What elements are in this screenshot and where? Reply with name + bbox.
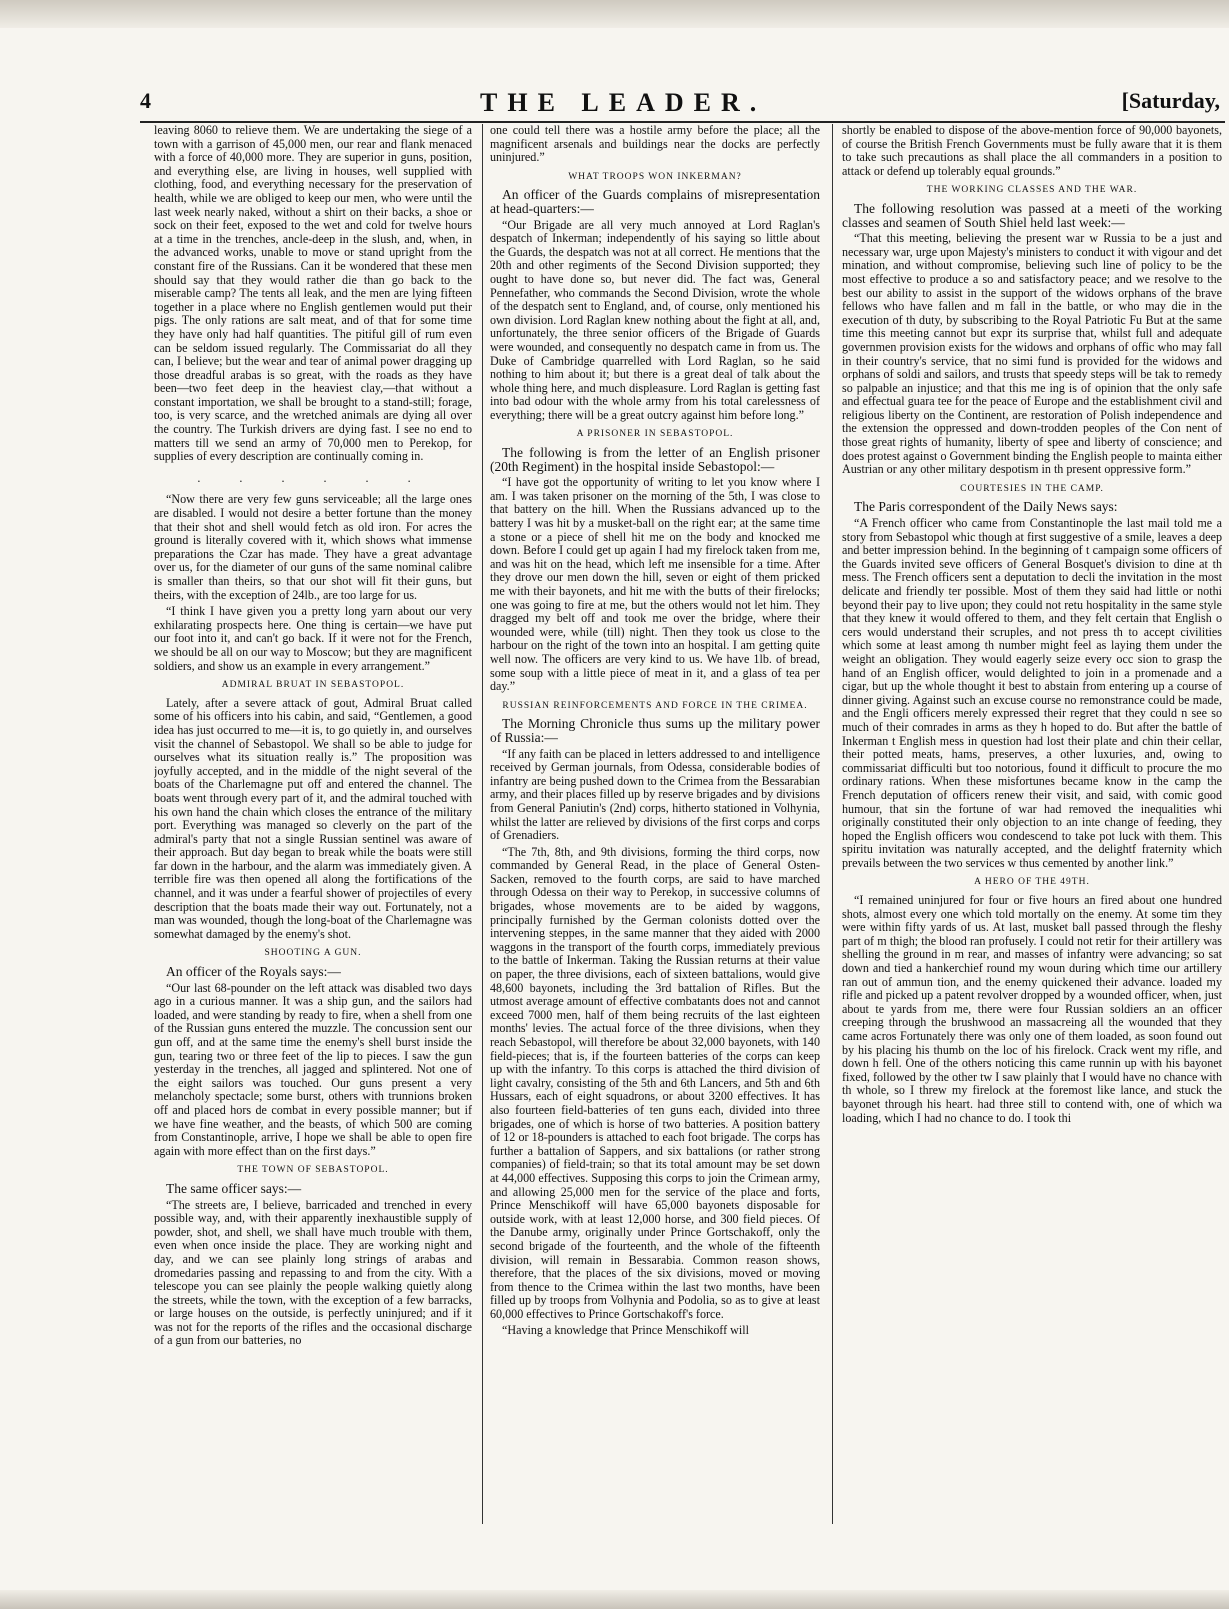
scan-bottom-edge: [0, 1590, 1229, 1609]
masthead-rule: [140, 121, 1225, 123]
column-divider: [832, 124, 833, 1524]
paragraph: “I remained uninjured for four or five hours an fired about one hundred shots, almost every one which told mortally on the enemy. At some tim they were within fifty yards of us. At last, musket ball passed through the fleshy part of m thigh; the blood ran profusely. I could not retir for their artillery was shelling the ground in m rear, and masses of infantry were advancing; so sat down and tied a hankerchief round my woun during which time our artillery ran out of ammun tion, and the enemy quickened their advance. loaded my rifle and picked up a patent revolver dropped by a wounded officer, when, just about te yards from me, there were four Russian soldiers an an officer creeping through the brushwood an massacreing all the wounded that they came acros Fortunately there was only one of them loaded, as soon found out by his placing his thumb on the loc of his firelock. Crack went my rifle, and down h fell. One of the others noticing this came runnin up with his bayonet fixed, followed by the other tw I saw plainly that I would have no chance with th whole, so I threw my firelock at the foremost like lance, and stuck the bayonet through his heart. had three still to contend with, one of which wa loading, which I had no chance to do. I took thi: [842, 893, 1222, 1125]
paragraph: “I think I have given you a pretty long yarn about our very exhilarating prospects here. One thing is certain—we have put our foot into it, and can't go back. If it were not for the French, we should be all on our way to Moscow; but they are magnificent soldiers, and show us an example in every arrangement.”: [154, 604, 472, 673]
newspaper-title: THE LEADER.: [480, 88, 767, 117]
lead-line: The same officer says:—: [166, 1180, 302, 1196]
section-heading: WHAT TROOPS WON INKERMAN?: [568, 171, 742, 182]
column-divider: [482, 124, 483, 1524]
page-number: 4: [140, 88, 151, 113]
paragraph: “Our Brigade are all very much annoyed at Lord Raglan's despatch of Inkerman; independently of his saying so little about the Guards, the despatch was not at all correct. He mentions that the 20th and other regiments of the Second Division supported; they ought to have done so, but never did. The fact was, General Pennefather, who commands the Second Division, wrote the whole of the despatch sent to England, and, of course, only mentioned his own division. Lord Raglan knew nothing about the fight at all, and, unfortunately, the three senior officers of the Brigade of Guards were wounded, and consequently no despatch came in from us. The Duke of Cambridge quarrelled with Lord Raglan, so he said nothing to him about it; but there is a great deal of talk about the whole thing here, and much displeasure. Lord Raglan is getting fast into bad odour with the whole army from his total carelessness of everything; there will be a great outcry against him before long.”: [490, 217, 820, 422]
lead-line: An officer of the Guards complains of misrepresentation at head-quarters:—: [490, 187, 820, 216]
paragraph: “Having a knowledge that Prince Menschikoff will: [502, 1323, 749, 1338]
section-heading: SHOOTING A GUN.: [264, 948, 362, 959]
section-heading: A PRISONER IN SEBASTOPOL.: [576, 429, 734, 440]
paragraph: “The 7th, 8th, and 9th divisions, forming the third corps, now commanded by General Read, in the place of General Osten-Sacken, removed to the fourth corps, are said to have marched through Odessa on their way to Perekop, in successive columns of brigades, whose movements are to be aided by waggons, principally furnished by the German colonists dotted over the intervening steppes, in the same manner that they aided with 2000 waggons in the transport of the fourth corps, immediately previous to the battle of Inkerman. Taking the Russian returns at their value on paper, the three divisions, each of sixteen battalions, would give 48,600 bayonets, including the 3rd battalion of Rifles. But the utmost average amount of effective combatants does not and cannot exceed 7000 men, half of them being recruits of the last eighteen months' levies. The actual force of the three divisions, when they reach Sebastopol, will therefore be about 32,000 bayonets, with 140 field-pieces; that is, if the fourteen batteries of the corps can keep up with the infantry. To this corps is attached the third division of light cavalry, consisting of the 5th and 6th Lancers, and 5th and 6th Hussars, each of eight squadrons, or about 3200 effectives. It has also fourteen field-batteries of ten guns each, divided into three brigades, one of which is horse of two batteries. A position battery of 12 or 18-pounders is attached to each foot brigade. The corps has further a battalion of Sappers, and six battalions (or rather strong companies) of field-train; so that its total amount may be set down at 44,000 effectives. Supposing this corps to join the Crimean army, and allowing 25,000 men for the service of the place and forts, Prince Menschikoff will have 65,000 bayonets disposable for outside work, with at least 12,000 horse, and 300 field pieces. Of the Danube army, originally under Prince Gortschakoff, only the second brigade of the fourteenth, and the whole of the fifteenth division, will remain in Bessarabia. Common reason shows, therefore, that the places of the six divisions, moved or moving from thence to the Crimea within the last two months, have been filled up by troops from Volhynia and Podolia, so as to give at least 60,000 effectives to Prince Gortschakoff's force.: [490, 844, 820, 1321]
section-heading: RUSSIAN REINFORCEMENTS AND FORCE IN THE CRIMEA.: [502, 700, 808, 711]
paragraph: “I have got the opportunity of writing to let you know where I am. I was taken prisoner on the morning of the 5th, I was close to that battery on the hill. When the Russians advanced up to the battery I was hit by a musket-ball on the right ear; at the same time a stone or a piece of shell hit me on the body and knocked me down. Before I could get up again I had my firelock taken from me, and was hit on the head, which left me insensible for a time. After they drove our men down the hill, seven or eight of them pricked me with their bayonets, and hit me with the butts of their firelocks; one was going to fire at me, but the others would not let him. They dragged my belt off and took me over the bridge, where their wounded were, while (till) night. Then they took us close to the harbour on the right of the town into an hospital. I am getting quite well now. The officers are very kind to us. We have 1lb. of bread, some soup with a little piece of meat in it, and a glass of tea per day.”: [490, 475, 820, 694]
paragraph: shortly be enabled to dispose of the above-mention force of 90,000 bayonets, of course the British French Governments must be fully aware that it is them to take such precautions as shall place the all commanders in a position to attack or defend up tolerably equal grounds.”: [842, 124, 1222, 178]
paragraph: “That this meeting, believing the present war w Russia to be a just and necessary war, urge upon Majesty's ministers to conduct it with vigour and det mination, and without compromise, believing such line of policy to be the most effective to produce a so and satisfactory peace; and we resolve to the best our ability to assist in the support of the widows orphans of the brave fellows who have fallen and m fall in the battle, or who may die in the execution of th duty, by subscribing to the Royal Patriotic Fu But at the same time this meeting cannot but expr its surprise that, whilst full and adequate governmen provision exists for the widows and orphans of offic who may fall in their country's service, that no simi fund is provided for the widows and orphans of soldi and sailors, and trusts that speedy steps will be tak to remedy so palpable an injustice; and that this me ing is of opinion that the only safe and effectual guara tee for the peace of Europe and the establishment civil and religious liberty on the Continent, are restoration of Polish independence and the extension the oppressed and down-trodden peoples of the Con nent of those great rights of humanity, liberty of spee and liberty of conscience; and does protest against o Government binding the English people to mainta either Austrian or any other military despotism in th present oppressive form.”: [842, 231, 1222, 477]
column-2: [490, 124, 820, 1524]
paragraph: “If any faith can be placed in letters addressed to and intelligence received by German journals, from Odessa, considerable bodies of infantry are being pushed down to the Crimea from the Bessarabian army, and their places filled up by reserve brigades and by divisions from General Paniutin's (2nd) corps, hitherto stationed in Volhynia, whilst the latter are relieved by divisions of the first corps and corps of Grenadiers.: [490, 746, 820, 843]
section-break: . . . . . .: [197, 470, 429, 485]
lead-line: The Paris correspondent of the Daily News says:: [854, 499, 1118, 515]
paragraph: “Now there are very few guns serviceable; all the large ones are disabled. I would not desire a better fortune than the money that their shot and shell would fetch as old iron. For acres the ground is literally covered with it, which shows what immense preparations the Czar has made. They have a great advantage over us, for the diameter of our guns of the same nominal calibre is smaller than theirs, so that our shot will fit their guns, but theirs, with the exception of 24lb., are too large for us.: [154, 492, 472, 602]
column-3: [842, 124, 1222, 1524]
lead-line: The Morning Chronicle thus sums up the military power of Russia:—: [490, 716, 820, 745]
section-heading: ADMIRAL BRUAT IN SEBASTOPOL.: [221, 680, 405, 691]
paragraph: “Our last 68-pounder on the left attack was disabled two days ago in a curious manner. It was a ship gun, and the sailors had loaded, and were standing by ready to fire, when a shell from one of the Russian guns entered the muzzle. The concussion sent our gun off, and at the same time the enemy's shell burst inside the gun, tearing two or three feet of the lip to pieces. I saw the gun yesterday in the trenches, all jagged and splintered. Not one of the eight sailors was touched. Our guns present a very melancholy spectacle; some burst, others with trunnions broken off and placed hors de combat in every possible manner; but if we have fine weather, and the beasts, of which 500 are coming from Constantinople, arrive, I hope we shall be able to open fire again with more effect than on the first days.”: [154, 980, 472, 1158]
lead-line: An officer of the Royals says:—: [166, 964, 341, 980]
section-heading: THE WORKING CLASSES AND THE WAR.: [926, 185, 1138, 196]
lead-line: The following is from the letter of an English prisoner (20th Regiment) in the hospital inside Sebastopol:—: [490, 445, 820, 474]
section-heading: A HERO OF THE 49TH.: [974, 877, 1090, 888]
section-heading: COURTESIES IN THE CAMP.: [960, 483, 1104, 494]
paragraph: leaving 8060 to relieve them. We are undertaking the siege of a town with a garrison of 45,000 men, our rear and flank menaced with a force of 40,000 more. They are superior in guns, position, and everything else, are living in houses, well supplied with clothing, food, and everything necessary for the preservation of health, while we are obliged to keep our men, who were until the last week nearly naked, without a shirt on their backs, a shoe or sock on their feet, exposed to the wet and cold for twelve hours at a time in the trenches, ancle-deep in the slush, and, when, in the advanced works, unable to move or stand upright from the constant fire of the Russians. Can it be wondered that these men should say that they would rather die than go back to the miserable camp? The tents all leak, and the men are lying fifteen together in a place where no English gentlemen would put their pigs. The only rations are salt meat, and of that for some time they have only had half quantities. The pitiful gill of rum even can be seldom issued regularly. The Commissariat do all they can, I believe; but the wear and tear of animal power dragging up those dreadful arabas is so great, with the roads as they have been—two feet deep in the heaviest clay,—that without a constant importation, we shall be brought to a stand-still; forage, too, is very scarce, and the wretched animals are dying all over the country. The Turkish drivers are dying fast. I see no end to matters till we send an army of 70,000 men to Perekop, for supplies of every description are continually coming in.: [154, 124, 472, 464]
paragraph: one could tell there was a hostile army before the place; all the magnificent arsenals and buildings near the docks are perfectly uninjured.”: [490, 124, 820, 165]
section-heading: THE TOWN OF SEBASTOPOL.: [237, 1165, 389, 1176]
date-heading: [Saturday,: [1121, 88, 1220, 113]
lead-line: The following resolution was passed at a meeti of the working classes and seamen of South Shiel held last week:—: [842, 200, 1222, 230]
scan-top-edge: [0, 0, 1229, 28]
masthead: [140, 88, 1220, 124]
paragraph: “The streets are, I believe, barricaded and trenched in every possible way, and, with their apparently inexhaustible supply of powder, shot, and shell, we shall have much trouble with them, even when once inside the place. They are working night and day, and we can see plainly long strings of arabas and dromedaries passing and repassing to and from the city. With a telescope you can see plainly the people walking quietly along the streets, while the town, with the exception of a few barracks, or large houses on the outside, is perfectly uninjured; and if it was not for the reports of the rifles and the occasional discharge of a gun from our batteries, no: [154, 1197, 472, 1348]
paragraph: Lately, after a severe attack of gout, Admiral Bruat called some of his officers into his cabin, and said, “Gentlemen, a good idea has just occurred to me—it is, to go quietly in, and ourselves visit the channel of Sebastopol. We shall so be able to judge for ourselves what its situation really is.” The proposition was joyfully accepted, and in the middle of the night several of the boats of the Charlemagne put off and entered the channel. The boats went through every part of it, and the admiral touched with his own hand the chain which closes the entrance of the military port. Everything was managed so cleverly on the part of the admiral's party that not a single Russian sentinel was aware of their approach. But day began to break while the boats were still far down in the harbour, and the alarm was immediately given. A terrible fire was then opened all along the fortifications of the channel, and it was under a fearful shower of projectiles of every description that the boats made their way out. Fortunately, not a man was wounded, though the long-boat of the Charlemagne was somewhat damaged by the enemy's shot.: [154, 695, 472, 941]
paragraph: “A French officer who came from Constantinople the last mail told me a story from Sebastopol whic though at first suggestive of a smile, leaves a deep and better impression behind. In the beginning of t campaign some officers of the Guards invited seve officers of General Bosquet's division to dine at th mess. The French officers sent a deputation to decli the invitation in the most delicate and friendly ter possible. Most of them they said had little or nothi beyond their pay to live upon; they could not retu hospitality in the same style that they knew it would offered to them, and they felt certain that English o cers would understand their scruples, and not press th to accept civilities which some at least among th number might feel as laying them under the weight an obligation. They would eagerly seize every occ sion to grasp the hand of an English officer, would delighted to join in a promenade and a cigar, but up the whole thought it best to abstain from entering up a course of dinner giving. Against such an excuse course no remonstrance could be made, and the Engli officers merely expressed their regret that they could n see so much of their comrades in arms as they h hoped to do. But after the battle of Inkerman t English mess in question had lost their plate and chin their cellar, their potted meats, hams, preserves, a other luxuries, and, owing to commissariat difficulti but too notorious, found it difficult to procure the mo ordinary rations. When these misfortunes became know in the camp the French deputation of officers renew their visit, and said, with comic good humour, that sin the fortune of war had removed the inequalities whi originally constituted their only objection to an inte change of feeding, they hoped the English officers wou condescend to take pot luck with them. This spiritu invitation was naturally accepted, and the delightf fraternity which prevails between the two services w thus cemented by another link.”: [842, 516, 1222, 870]
column-1: [154, 124, 472, 1524]
